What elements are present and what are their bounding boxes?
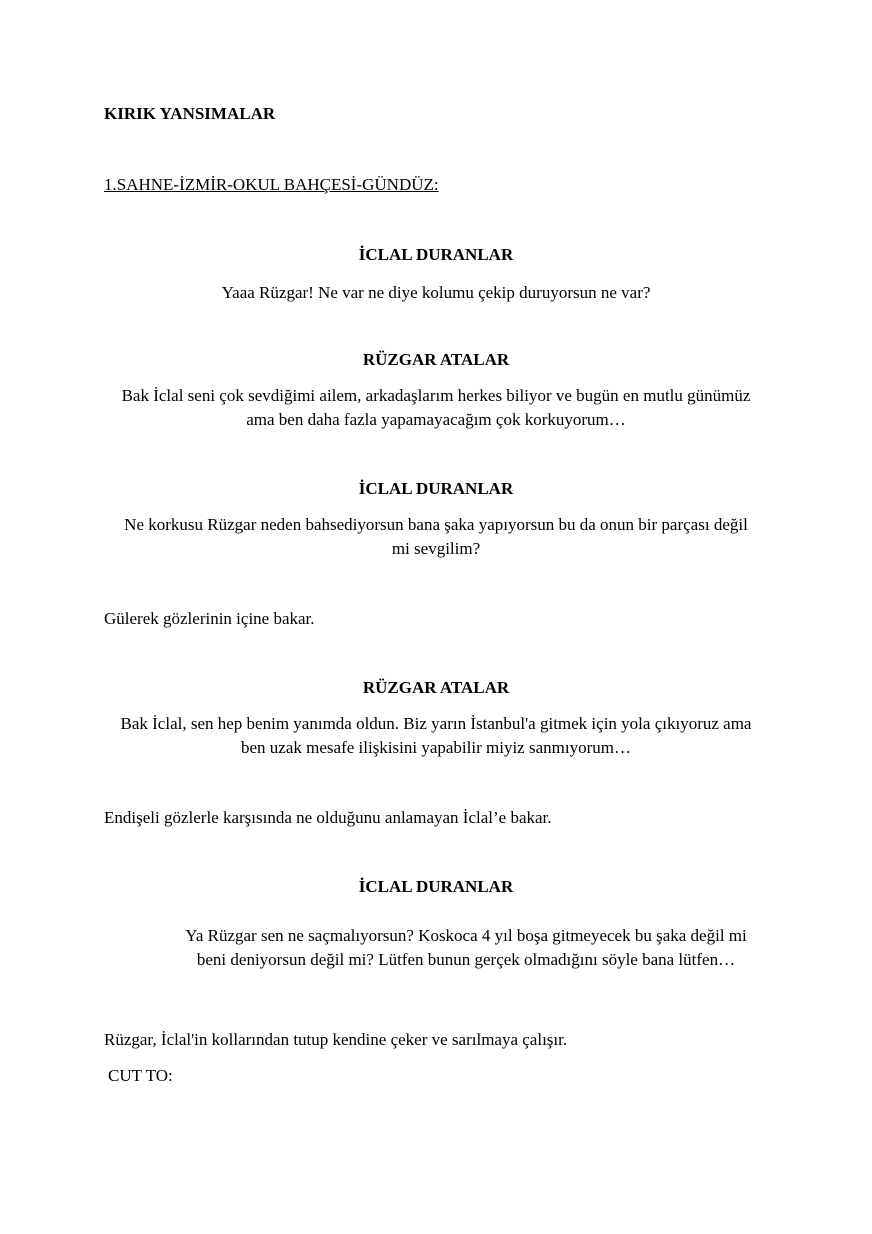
dialogue-line: ama ben daha fazla yapamayacağım çok korkuyorum… bbox=[246, 410, 626, 429]
dialogue-line: ben uzak mesafe ilişkisini yapabilir miyiz sanmıyorum… bbox=[241, 738, 631, 757]
scene-heading: 1.SAHNE-İZMİR-OKUL BAHÇESİ-GÜNDÜZ: bbox=[104, 175, 439, 194]
dialogue bbox=[140, 924, 792, 972]
character-name: RÜZGAR ATALAR bbox=[362, 678, 510, 697]
dialogue-line: Bak İclal seni çok sevdiğimi ailem, arkadaşlarım herkes biliyor ve bugün en mutlu günümüz bbox=[121, 386, 751, 405]
dialogue bbox=[90, 384, 782, 432]
transition: CUT TO: bbox=[108, 1066, 173, 1085]
dialogue bbox=[90, 712, 782, 760]
action-line: Rüzgar, İclal'in kollarından tutup kendine çeker ve sarılmaya çalışır. bbox=[104, 1030, 568, 1049]
dialogue-line: beni deniyorsun değil mi? Lütfen bunun gerçek olmadığını söyle bana lütfen… bbox=[196, 950, 736, 969]
action-line: Gülerek gözlerinin içine bakar. bbox=[104, 609, 315, 628]
character-name: İCLAL DURANLAR bbox=[358, 877, 514, 896]
action-line: Endişeli gözlerle karşısında ne olduğunu anlamayan İclal’e bakar. bbox=[104, 808, 552, 827]
dialogue-line: Yaaa Rüzgar! Ne var ne diye kolumu çekip duruyorsun ne var? bbox=[221, 283, 651, 302]
character-name: İCLAL DURANLAR bbox=[358, 479, 514, 498]
character-name: İCLAL DURANLAR bbox=[358, 245, 514, 264]
dialogue bbox=[90, 513, 782, 561]
character-name: RÜZGAR ATALAR bbox=[362, 350, 510, 369]
dialogue-line: Ya Rüzgar sen ne saçmalıyorsun? Koskoca 4 yıl boşa gitmeyecek bu şaka değil mi bbox=[185, 926, 747, 945]
dialogue-line: Ne korkusu Rüzgar neden bahsediyorsun bana şaka yapıyorsun bu da onun bir parçası değil bbox=[124, 515, 748, 534]
dialogue-line: Bak İclal, sen hep benim yanımda oldun. Biz yarın İstanbul'a gitmek için yola çıkıyoruz ama bbox=[120, 714, 752, 733]
dialogue bbox=[100, 281, 772, 305]
dialogue-line: mi sevgilim? bbox=[391, 539, 481, 558]
document-title: KIRIK YANSIMALAR bbox=[104, 104, 276, 123]
